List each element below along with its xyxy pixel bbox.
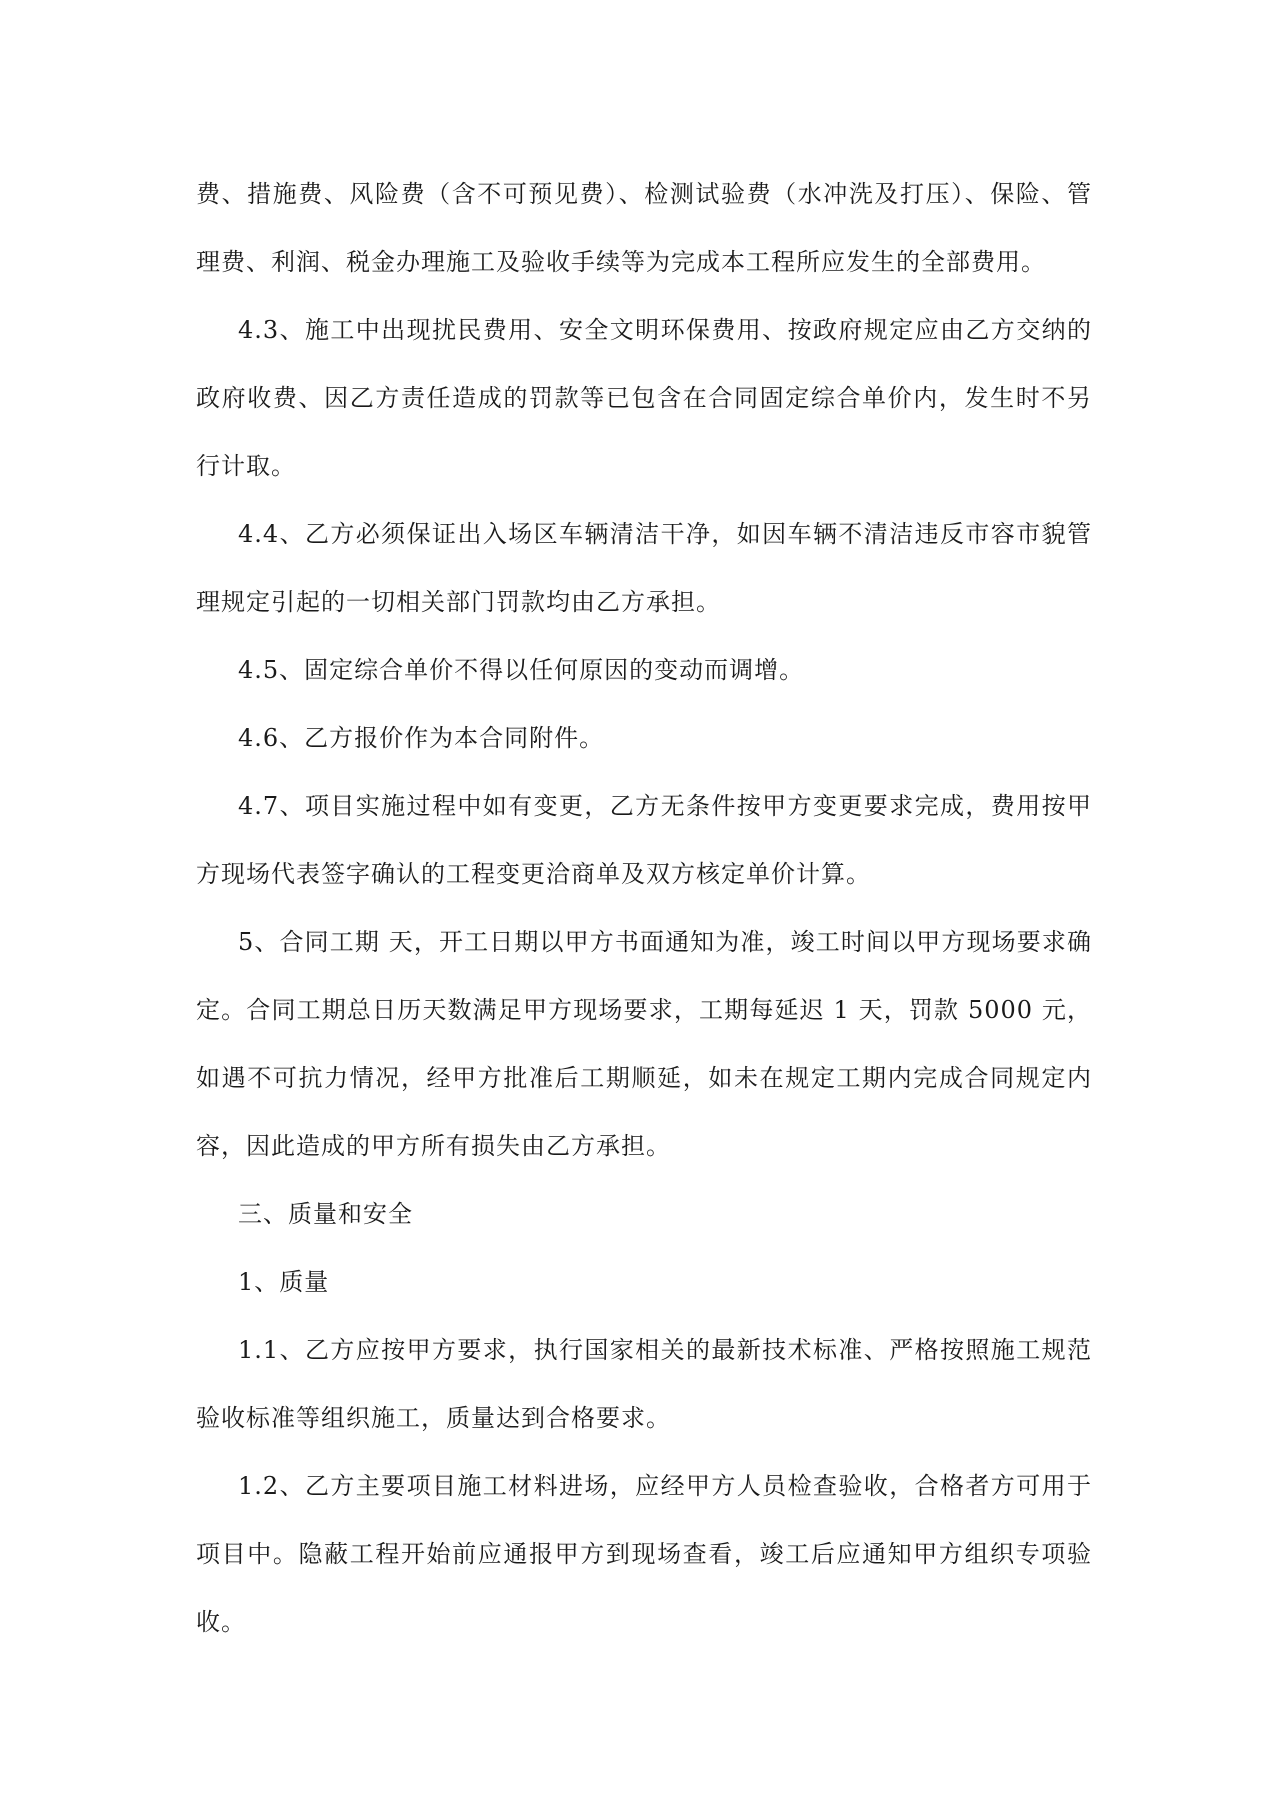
paragraph-4-6: 4.6、乙方报价作为本合同附件。 — [238, 724, 605, 752]
paragraph-1-1: 1.1、乙方应按甲方要求，执行国家相关的最新技术标准、严格按照施工规范验收标准等组织施工，质量达到合格要求。 — [196, 1336, 1092, 1432]
subsection-heading-quality: 1、质量 — [238, 1268, 330, 1296]
paragraph-1-2: 1.2、乙方主要项目施工材料进场，应经甲方人员检查验收，合格者方可用于项目中。隐蔽工程开始前应通报甲方到现场查看，竣工后应通知甲方组织专项验收。 — [196, 1472, 1092, 1636]
section-heading-quality-safety: 三、质量和安全 — [238, 1200, 413, 1228]
paragraph-4-7: 4.7、项目实施过程中如有变更，乙方无条件按甲方变更要求完成，费用按甲方现场代表签字确认的工程变更洽商单及双方核定单价计算。 — [196, 792, 1092, 888]
paragraph-4-3: 4.3、施工中出现扰民费用、安全文明环保费用、按政府规定应由乙方交纳的政府收费、因乙方责任造成的罚款等已包含在合同固定综合单价内，发生时不另行计取。 — [196, 316, 1092, 480]
paragraph-fees-continued: 费、措施费、风险费（含不可预见费）、检测试验费（水冲洗及打压）、保险、管理费、利润、税金办理施工及验收手续等为完成本工程所应发生的全部费用。 — [196, 180, 1092, 276]
paragraph-4-4: 4.4、乙方必须保证出入场区车辆清洁干净，如因车辆不清洁违反市容市貌管理规定引起的一切相关部门罚款均由乙方承担。 — [196, 520, 1092, 616]
paragraph-5-schedule: 5、合同工期 天，开工日期以甲方书面通知为准，竣工时间以甲方现场要求确定。合同工期总日历天数满足甲方现场要求，工期每延迟 1 天，罚款 5000 元，如遇不可抗力情况，经甲方批准后工期顺延，如未在规定工期内完成合同规定内容，因此造成的甲方所有损失由乙方承担。 — [196, 928, 1092, 1160]
paragraph-4-5: 4.5、固定综合单价不得以任何原因的变动而调增。 — [238, 656, 805, 684]
